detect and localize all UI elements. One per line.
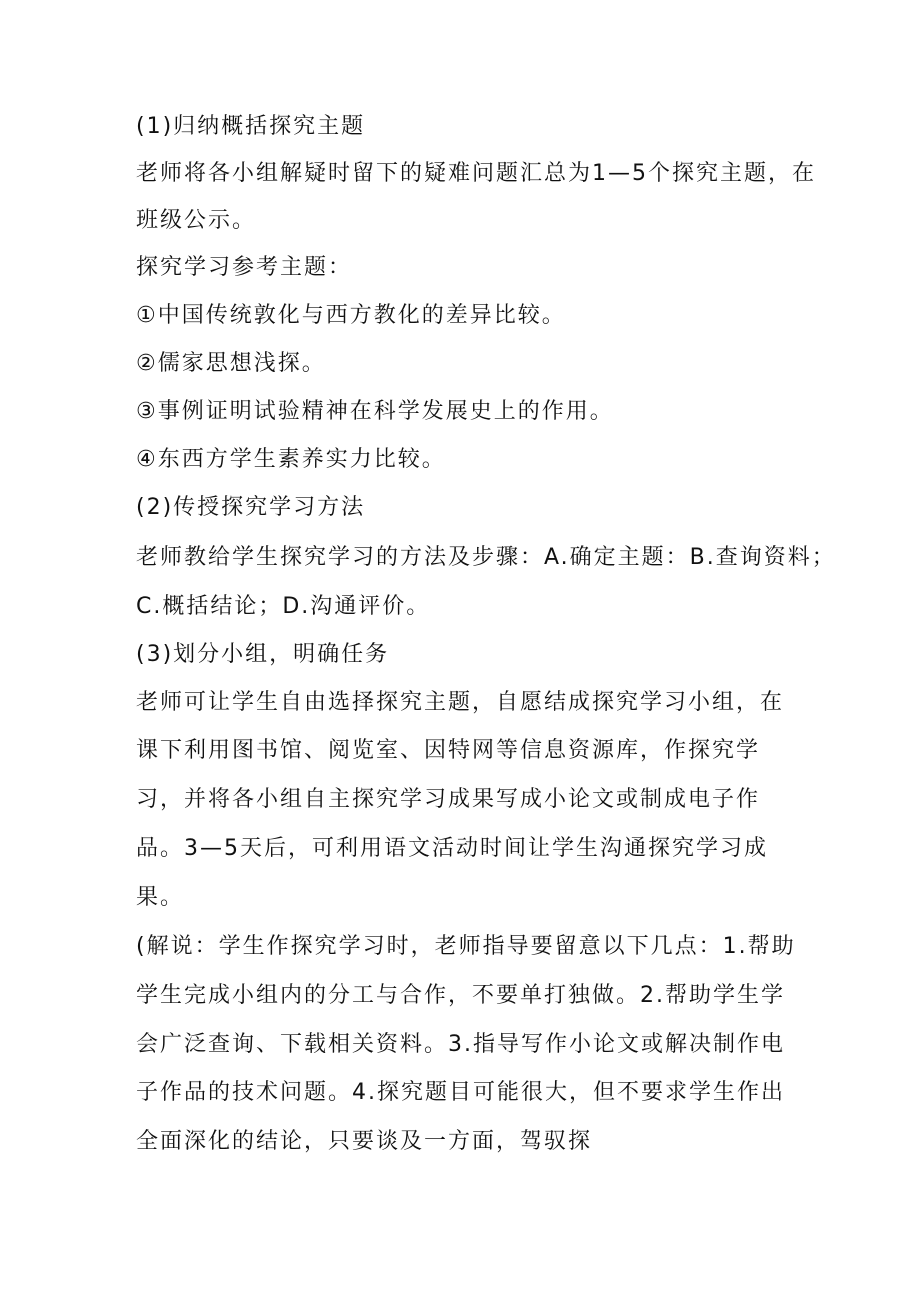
topic-item-2: ②儒家思想浅探。 bbox=[136, 351, 326, 376]
note-line: 全面深化的结论，只要谈及一方面，驾驭探 bbox=[136, 1129, 593, 1154]
note-line: 子作品的技术问题。4.探究题目可能很大，但不要求学生作出 bbox=[136, 1080, 785, 1105]
paragraph-line: 老师教给学生探究学习的方法及步骤：A.确定主题：B.查询资料； bbox=[136, 545, 836, 570]
subheading-reference-topics: 探究学习参考主题： bbox=[136, 255, 353, 280]
heading-step-2: (2)传授探究学习方法 bbox=[136, 495, 366, 520]
paragraph-line: 班级公示。 bbox=[136, 208, 257, 233]
heading-step-3: (3)划分小组，明确任务 bbox=[136, 642, 390, 667]
note-line: 会广泛查询、下载相关资料。3.指导写作小论文或解决制作电 bbox=[136, 1032, 785, 1057]
topic-item-1: ①中国传统敦化与西方教化的差异比较。 bbox=[136, 303, 566, 328]
topic-item-3: ③事例证明试验精神在科学发展史上的作用。 bbox=[136, 399, 614, 424]
paragraph-line: C.概括结论；D.沟通评价。 bbox=[136, 594, 431, 619]
paragraph-line: 习，并将各小组自主探究学习成果写成小论文或制成电子作 bbox=[136, 787, 761, 812]
paragraph-line: 老师将各小组解疑时留下的疑难问题汇总为1—5个探究主题，在 bbox=[136, 161, 816, 186]
note-line: (解说：学生作探究学习时，老师指导要留意以下几点：1.帮助 bbox=[136, 934, 796, 959]
paragraph-line: 品。3—5天后，可利用语文活动时间让学生沟通探究学习成 bbox=[136, 836, 768, 861]
heading-step-1: (1)归纳概括探究主题 bbox=[136, 114, 366, 139]
note-line: 学生完成小组内的分工与合作，不要单打独做。2.帮助学生学 bbox=[136, 983, 785, 1008]
paragraph-line: 老师可让学生自由选择探究主题，自愿结成探究学习小组，在 bbox=[136, 690, 785, 715]
paragraph-line: 果。 bbox=[136, 885, 185, 910]
paragraph-line: 课下利用图书馆、阅览室、因特网等信息资源库，作探究学 bbox=[136, 738, 761, 763]
topic-item-4: ④东西方学生素养实力比较。 bbox=[136, 447, 446, 472]
